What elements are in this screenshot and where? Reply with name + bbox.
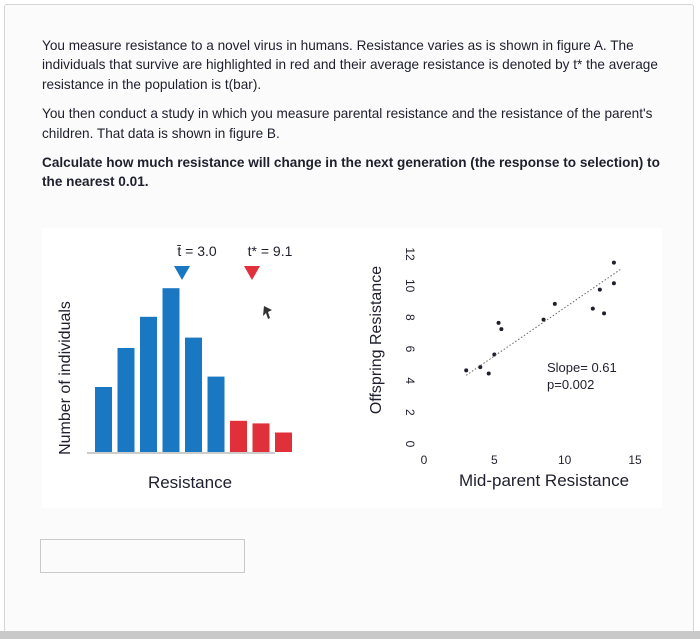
scatter-point [497, 321, 501, 325]
scatter-point [487, 372, 491, 376]
histogram-bar-blue-0 [95, 387, 112, 452]
cursor-arrow-icon [263, 306, 272, 319]
histogram-y-axis-label: Number of individuals [57, 301, 74, 455]
tbar-annotation: t̄ = 3.0 [177, 243, 217, 259]
histogram-bar-blue-4 [185, 338, 202, 452]
tstar-annotation: t* = 9.1 [247, 243, 293, 259]
histogram-bar-blue-5 [208, 377, 225, 452]
scatter-x-ticks [421, 453, 642, 467]
scatter-y-tick-label: 2 [403, 408, 417, 416]
slope-annotation: Slope= 0.61 [547, 360, 617, 375]
scatter-point [591, 307, 595, 311]
scatter-point [499, 327, 503, 331]
scatter-x-tick-label: 0 [420, 453, 428, 467]
scatter-y-tick-label: 6 [403, 345, 417, 353]
scatter-x-tick-label: 10 [557, 453, 572, 467]
scatter-y-ticks [403, 247, 417, 447]
tstar-marker-triangle [244, 266, 260, 280]
figure-b-scatter [368, 247, 642, 490]
histogram-bar-blue-2 [140, 317, 157, 452]
scatter-y-tick-label: 0 [403, 440, 417, 448]
figure-svg [42, 228, 662, 508]
scatter-point [612, 261, 616, 265]
scatter-y-tick-label: 4 [403, 377, 417, 385]
histogram-bar-red-6 [230, 421, 247, 452]
scatter-y-tick-label: 12 [403, 247, 417, 261]
scatter-point [553, 302, 557, 306]
question-paragraph-2: You then conduct a study in which you measure parental resistance and the resistance of the parent's children. That data is shown in figure B. [42, 106, 653, 141]
scatter-point [612, 281, 616, 285]
histogram-x-axis-label: Resistance [147, 473, 233, 492]
figure-area [42, 228, 662, 508]
question-text [42, 36, 662, 202]
tbar-marker-triangle [174, 266, 190, 280]
histogram-bar-red-8 [275, 433, 292, 453]
scatter-x-axis-label: Mid-parent Resistance [458, 471, 630, 490]
histogram-bar-blue-1 [118, 348, 135, 452]
histogram-bars [95, 288, 292, 452]
scatter-x-tick-label: 5 [490, 453, 498, 467]
question-paragraph-1: You measure resistance to a novel virus in humans. Resistance varies as is shown in figure A. The individuals that survive are highlighted in red and their average resistance is denoted by t* the average resistance in the population is t(bar). [42, 38, 658, 92]
p-value-annotation: p=0.002 [547, 377, 595, 392]
scatter-point [464, 368, 468, 372]
scatter-points [464, 261, 616, 376]
scatter-y-tick-label: 8 [403, 313, 417, 321]
histogram-bar-blue-3 [163, 288, 180, 452]
scatter-point [602, 311, 606, 315]
bottom-bar [0, 631, 700, 639]
scatter-point [598, 288, 602, 292]
histogram-bar-red-7 [253, 423, 270, 452]
answer-input[interactable] [40, 539, 245, 573]
question-prompt: Calculate how much resistance will change in the next generation (the response to selection) to the nearest 0.01. [42, 155, 660, 190]
scatter-y-tick-label: 10 [403, 278, 417, 293]
scatter-y-axis-label: Offspring Resistance [368, 265, 385, 415]
figure-a-histogram [57, 243, 293, 492]
scatter-x-tick-label: 15 [628, 453, 642, 467]
